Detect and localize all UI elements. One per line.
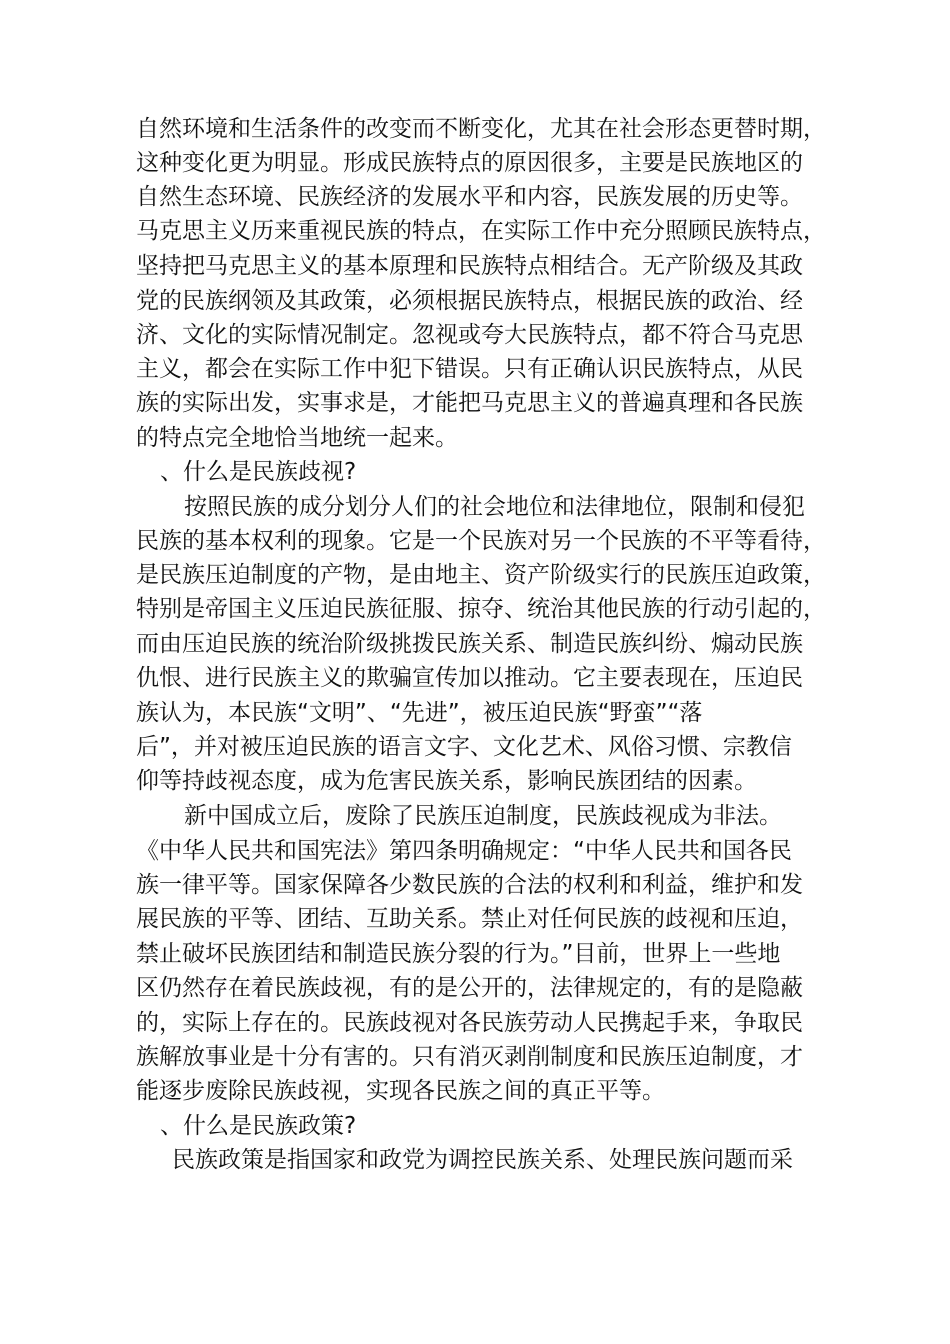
- text-line: 这种变化更为明显。形成民族特点的原因很多，主要是民族地区的: [136, 150, 803, 176]
- text-line: 坚持把马克思主义的基本原理和民族特点相结合。无产阶级及其政: [136, 253, 803, 279]
- text-line: 民族的基本权利的现象。它是一个民族对另一个民族的不平等看待，: [136, 528, 826, 554]
- text-line: 区仍然存在着民族歧视，有的是公开的，法律规定的，有的是隐蔽: [136, 975, 803, 1001]
- text-line: 是民族压迫制度的产物，是由地主、资产阶级实行的民族压迫政策，: [136, 562, 826, 588]
- text-line: 仰等持歧视态度，成为危害民族关系，影响民族团结的因素。: [136, 768, 757, 794]
- text-line: 自然环境和生活条件的改变而不断变化，尤其在社会形态更替时期，: [136, 116, 826, 142]
- section-heading: 、什么是民族政策?: [160, 1113, 357, 1139]
- text-line: 族认为，本民族“文明”、“先进”，被压迫民族“野蛮”“落: [136, 700, 703, 726]
- text-line: 民族政策是指国家和政党为调控民族关系、处理民族问题而采: [172, 1147, 793, 1173]
- text-line: 仇恨、进行民族主义的欺骗宣传加以推动。它主要表现在，压迫民: [136, 665, 803, 691]
- text-line: 自然生态环境、民族经济的发展水平和内容，民族发展的历史等。: [136, 184, 803, 210]
- text-line: 族的实际出发，实事求是，才能把马克思主义的普遍真理和各民族: [136, 390, 803, 416]
- text-line: 主义，都会在实际工作中犯下错误。只有正确认识民族特点，从民: [136, 356, 803, 382]
- text-line: 展民族的平等、团结、互助关系。禁止对任何民族的歧视和压迫，: [136, 906, 803, 932]
- text-line: 《中华人民共和国宪法》第四条明确规定：“中华人民共和国各民: [136, 838, 792, 864]
- text-line: 后”，并对被压迫民族的语言文字、文化艺术、风俗习惯、宗教信: [136, 734, 792, 760]
- section-heading: 、什么是民族歧视?: [160, 459, 357, 485]
- text-line: 按照民族的成分划分人们的社会地位和法律地位，限制和侵犯: [184, 494, 805, 520]
- text-line: 党的民族纲领及其政策，必须根据民族特点，根据民族的政治、经: [136, 288, 803, 314]
- text-line: 的特点完全地恰当地统一起来。: [136, 425, 458, 451]
- text-line: 的，实际上存在的。民族歧视对各民族劳动人民携起手来，争取民: [136, 1010, 803, 1036]
- text-line: 而由压迫民族的统治阶级挑拨民族关系、制造民族纠纷、煽动民族: [136, 631, 803, 657]
- text-line: 马克思主义历来重视民族的特点，在实际工作中充分照顾民族特点，: [136, 218, 826, 244]
- text-line: 新中国成立后，废除了民族压迫制度，民族歧视成为非法。: [184, 803, 782, 829]
- text-line: 族一律平等。国家保障各少数民族的合法的权利和利益，维护和发: [136, 872, 803, 898]
- text-line: 能逐步废除民族歧视，实现各民族之间的真正平等。: [136, 1078, 665, 1104]
- text-line: 族解放事业是十分有害的。只有消灭剥削制度和民族压迫制度，才: [136, 1044, 803, 1070]
- text-line: 济、文化的实际情况制定。忽视或夸大民族特点，都不符合马克思: [136, 322, 803, 348]
- text-line: 禁止破坏民族团结和制造民族分裂的行为。”目前，世界上一些地: [136, 941, 781, 967]
- text-line: 特别是帝国主义压迫民族征服、掠夺、统治其他民族的行动引起的，: [136, 596, 826, 622]
